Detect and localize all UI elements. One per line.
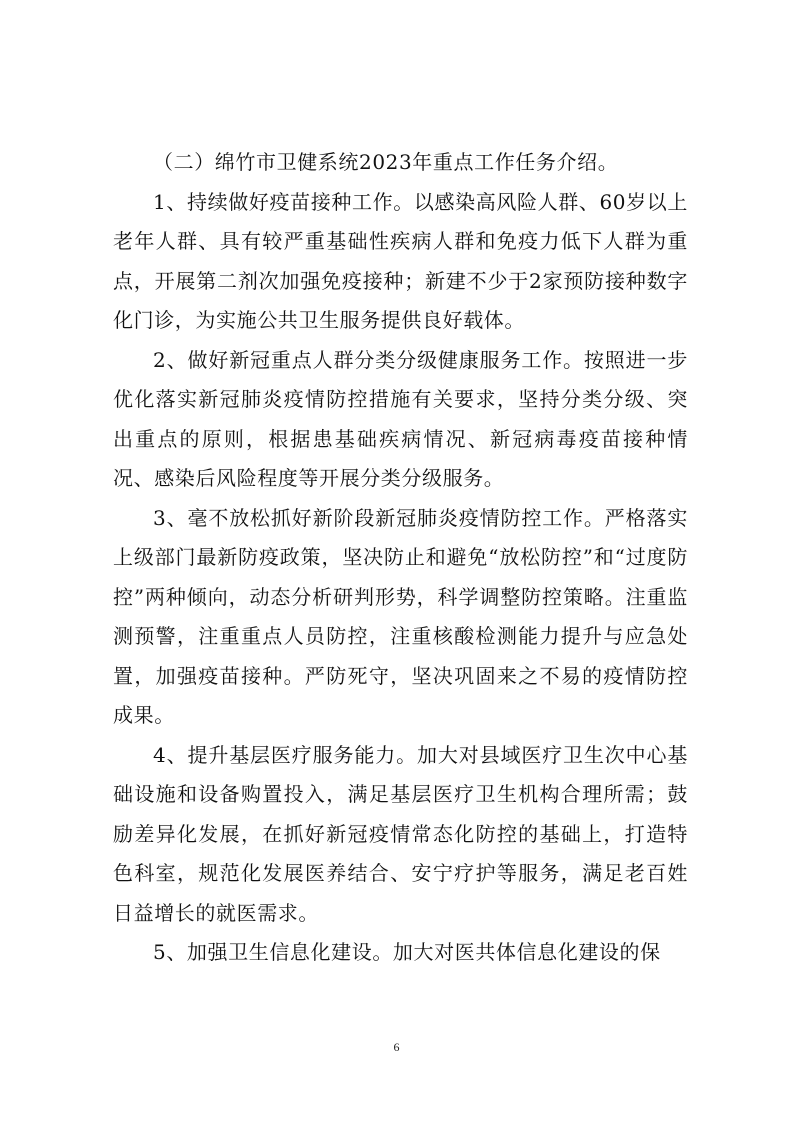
paragraph-epidemic-control: 3、毫不放松抓好新阶段新冠肺炎疫情防控工作。严格落实上级部门最新防疫政策，坚决防止和避免“放松防控”和“过度防控”两种倾向，动态分析研判形势，科学调整防控策略。注重监测预警，注重重点人员防控，注重核酸检测能力提升与应急处置，加强疫苗接种。严防死守，坚决巩固来之不易的疫情防控成果。 <box>113 505 688 727</box>
document-body <box>113 143 688 973</box>
page-number: 6 <box>393 1040 400 1054</box>
paragraph-key-population-services: 2、做好新冠重点人群分类分级健康服务工作。按照进一步优化落实新冠肺炎疫情防控措施有关要求，坚持分类分级、突出重点的原则，根据患基础疾病情况、新冠病毒疫苗接种情况、感染后风险程度等开展分类分级服务。 <box>113 347 688 490</box>
paragraph-vaccination: 1、持续做好疫苗接种工作。以感染高风险人群、60岁以上老年人群、具有较严重基础性疾病人群和免疫力低下人群为重点，开展第二剂次加强免疫接种；新建不少于2家预防接种数字化门诊，为实施公共卫生服务提供良好载体。 <box>113 189 688 332</box>
section-heading: （二）绵竹市卫健系统2023年重点工作任务介绍。 <box>153 150 619 174</box>
paragraph-health-informatization: 5、加强卫生信息化建设。加大对医共体信息化建设的保 <box>153 940 661 964</box>
paragraph-primary-care-capacity: 4、提升基层医疗服务能力。加大对县域医疗卫生次中心基础设施和设备购置投入，满足基层医疗卫生机构合理所需；鼓励差异化发展，在抓好新冠疫情常态化防控的基础上，打造特色科室，规范化发展医养结合、安宁疗护等服务，满足老百姓日益增长的就医需求。 <box>113 742 688 925</box>
